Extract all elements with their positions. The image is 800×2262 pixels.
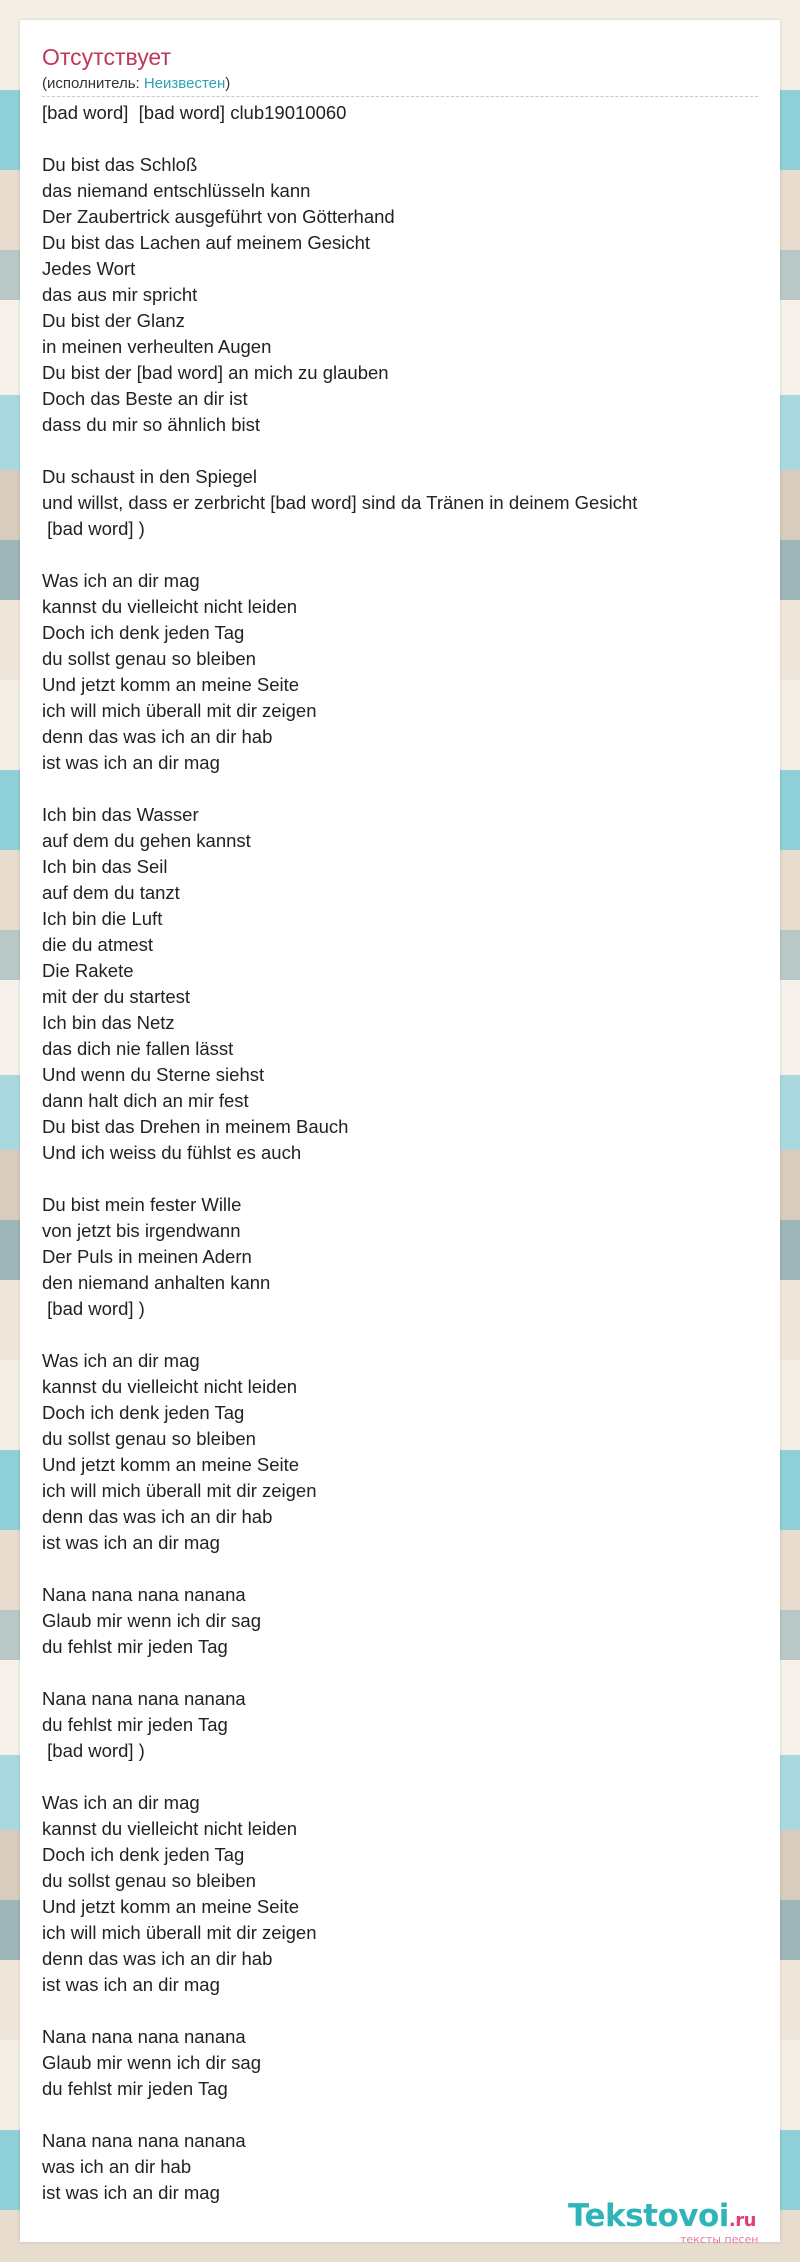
logo-tagline: тексты песен [680, 2233, 759, 2246]
lyric-line: Nana nana nana nanana [42, 1688, 246, 1709]
lyric-line: du sollst genau so bleiben [42, 648, 256, 669]
lyric-blank [42, 1166, 758, 1192]
lyric-blank [42, 1998, 758, 2024]
lyric-line: das dich nie fallen lässt [42, 1038, 234, 1059]
lyric-line: du fehlst mir jeden Tag [42, 1714, 228, 1735]
lyric-line: [bad word] [bad word] club19010060 [42, 102, 347, 123]
lyric-line: Ich bin die Luft [42, 908, 163, 929]
lyric-line: Was ich an dir mag [42, 570, 200, 591]
lyric-line: das niemand entschlüsseln kann [42, 180, 311, 201]
lyric-line: Du bist der [bad word] an mich zu glauben [42, 362, 389, 383]
lyrics-card [20, 20, 780, 2246]
lyric-blank [42, 1322, 758, 1348]
lyric-line: Nana nana nana nanana [42, 2026, 246, 2047]
lyric-line: Und jetzt komm an meine Seite [42, 674, 300, 695]
lyric-line: Was ich an dir mag [42, 1792, 200, 1813]
lyric-blank [42, 1556, 758, 1582]
lyric-line: Und ich weiss du fühlst es auch [42, 1142, 302, 1163]
lyric-line: ich will mich überall mit dir zeigen [42, 1922, 317, 1943]
lyric-blank [42, 542, 758, 568]
lyric-line: Doch ich denk jeden Tag [42, 1844, 245, 1865]
lyric-line: [bad word] ) [42, 518, 145, 539]
lyric-line: mit der du startest [42, 986, 191, 1007]
lyric-line: auf dem du gehen kannst [42, 830, 251, 851]
lyric-line: Was ich an dir mag [42, 1350, 200, 1371]
artist-prefix: (исполнитель: [42, 75, 144, 92]
lyric-line: denn das was ich an dir hab [42, 1506, 273, 1527]
lyric-line: Glaub mir wenn ich dir sag [42, 2052, 262, 2073]
lyric-line: Nana nana nana nanana [42, 1584, 246, 1605]
lyric-line: Du schaust in den Spiegel [42, 466, 257, 487]
lyric-line: Du bist das Schloß [42, 154, 198, 175]
lyric-line: du sollst genau so bleiben [42, 1428, 256, 1449]
lyric-line: Ich bin das Netz [42, 1012, 175, 1033]
logo-main-text: Tekstovoi [568, 2198, 729, 2234]
lyric-line: Und jetzt komm an meine Seite [42, 1896, 300, 1917]
lyric-line: kannst du vielleicht nicht leiden [42, 596, 298, 617]
lyric-line: dann halt dich an mir fest [42, 1090, 249, 1111]
lyric-line: Doch ich denk jeden Tag [42, 622, 245, 643]
lyric-line: von jetzt bis irgendwann [42, 1220, 241, 1241]
lyric-line: kannst du vielleicht nicht leiden [42, 1818, 298, 1839]
lyric-line: ich will mich überall mit dir zeigen [42, 1480, 317, 1501]
lyric-line: Ich bin das Wasser [42, 804, 199, 825]
lyric-blank [42, 1660, 758, 1686]
lyric-line: ich will mich überall mit dir zeigen [42, 700, 317, 721]
lyric-line: dass du mir so ähnlich bist [42, 414, 260, 435]
lyric-line: Du bist das Lachen auf meinem Gesicht [42, 232, 371, 253]
lyric-line: den niemand anhalten kann [42, 1272, 271, 1293]
lyric-line: Du bist mein fester Wille [42, 1194, 242, 1215]
lyric-line: was ich an dir hab [42, 2156, 192, 2177]
lyric-line: Doch das Beste an dir ist [42, 388, 248, 409]
lyric-line: Du bist das Drehen in meinem Bauch [42, 1116, 349, 1137]
lyrics-text [42, 100, 758, 2206]
lyric-line: Du bist der Glanz [42, 310, 185, 331]
lyric-line: und willst, dass er zerbricht [bad word] sind da Tränen in deinem Gesicht [42, 492, 638, 513]
title-divider [42, 96, 758, 97]
lyric-line: ist was ich an dir mag [42, 1974, 220, 1995]
lyric-line: in meinen verheulten Augen [42, 336, 272, 357]
site-logo[interactable] [568, 2198, 788, 2248]
lyric-line: Doch ich denk jeden Tag [42, 1402, 245, 1423]
lyric-line: du fehlst mir jeden Tag [42, 2078, 228, 2099]
artist-link[interactable]: Неизвестен [143, 75, 226, 92]
lyric-line: [bad word] ) [42, 1298, 145, 1319]
lyric-line: ist was ich an dir mag [42, 752, 220, 773]
lyric-line: Ich bin das Seil [42, 856, 168, 877]
lyric-line: Und wenn du Sterne siehst [42, 1064, 265, 1085]
lyric-blank [42, 126, 758, 152]
lyric-line: [bad word] ) [42, 1740, 145, 1761]
lyric-blank [42, 776, 758, 802]
lyric-blank [42, 2102, 758, 2128]
logo-tld: .ru [728, 2210, 756, 2231]
lyric-blank [42, 438, 758, 464]
artist-line [42, 74, 230, 94]
lyric-line: Die Rakete [42, 960, 134, 981]
lyric-line: auf dem du tanzt [42, 882, 180, 903]
lyric-line: das aus mir spricht [42, 284, 198, 305]
lyric-line: die du atmest [42, 934, 154, 955]
lyric-line: ist was ich an dir mag [42, 2182, 220, 2203]
lyric-line: denn das was ich an dir hab [42, 726, 273, 747]
lyric-line: Glaub mir wenn ich dir sag [42, 1610, 262, 1631]
artist-suffix: ) [225, 75, 231, 92]
song-title: Отсутствует [42, 44, 171, 70]
lyric-line: Der Puls in meinen Adern [42, 1246, 252, 1267]
lyric-line: Jedes Wort [42, 258, 136, 279]
lyric-line: denn das was ich an dir hab [42, 1948, 273, 1969]
lyric-line: Der Zaubertrick ausgeführt von Götterhand [42, 206, 395, 227]
lyric-line: Und jetzt komm an meine Seite [42, 1454, 300, 1475]
lyric-line: Nana nana nana nanana [42, 2130, 246, 2151]
lyric-line: ist was ich an dir mag [42, 1532, 220, 1553]
lyric-line: du fehlst mir jeden Tag [42, 1636, 228, 1657]
lyric-line: kannst du vielleicht nicht leiden [42, 1376, 298, 1397]
lyric-blank [42, 1764, 758, 1790]
lyric-line: du sollst genau so bleiben [42, 1870, 256, 1891]
